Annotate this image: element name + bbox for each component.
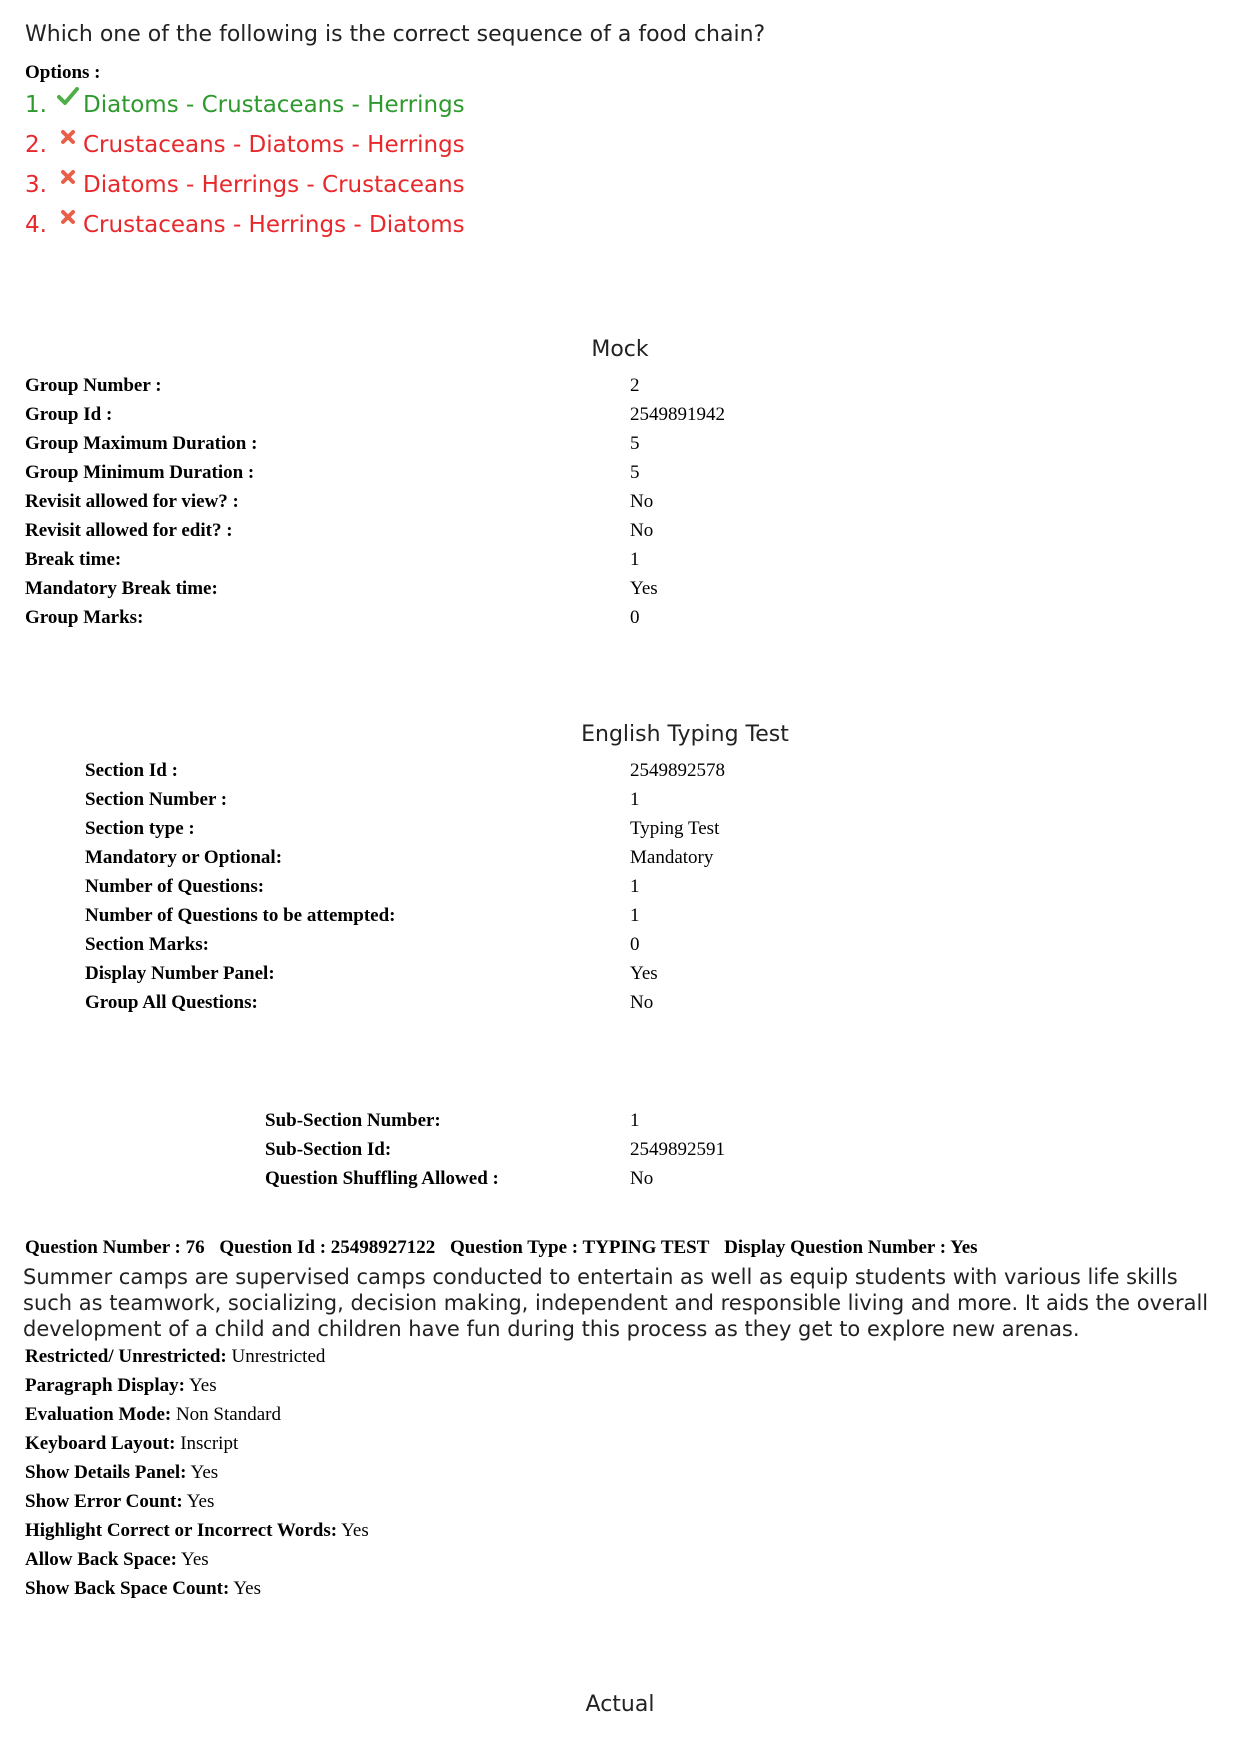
- property-row: Show Back Space Count: Yes: [25, 1578, 261, 1599]
- section-row-label: Section type :: [85, 818, 195, 839]
- group-row-value: 0: [630, 607, 640, 628]
- subsection-row-label: Sub-Section Number:: [265, 1110, 441, 1131]
- section-row-value: 0: [630, 934, 640, 955]
- option-number: 4.: [25, 212, 47, 238]
- group-row-value: 2549891942: [630, 404, 725, 425]
- group-row-label: Group Number :: [25, 375, 162, 396]
- section-row-value: Typing Test: [630, 818, 720, 839]
- option-number: 3.: [25, 172, 47, 198]
- group-row-label: Group Minimum Duration :: [25, 462, 255, 483]
- group-row-value: Yes: [630, 578, 658, 599]
- section-row-label: Mandatory or Optional:: [85, 847, 283, 868]
- group-row-label: Group Id :: [25, 404, 113, 425]
- question-number: Question Number : 76: [25, 1237, 205, 1258]
- option-2: [25, 132, 465, 158]
- group-row-value: 5: [630, 462, 640, 483]
- cross-icon: [53, 206, 83, 230]
- section-row-label: Display Number Panel:: [85, 963, 275, 984]
- section-row-label: Section Marks:: [85, 934, 210, 955]
- section-row-label: Section Number :: [85, 789, 228, 810]
- question-type: Question Type : TYPING TEST: [450, 1237, 710, 1258]
- option-number: 1.: [25, 92, 47, 118]
- option-text: Diatoms - Herrings - Crustaceans: [83, 172, 465, 198]
- property-row: Highlight Correct or Incorrect Words: Yes: [25, 1520, 369, 1541]
- group-row-value: No: [630, 520, 654, 541]
- group-heading: Mock: [591, 337, 649, 362]
- group-row-label: Mandatory Break time:: [25, 578, 218, 599]
- cross-icon: [53, 126, 83, 150]
- section-row-value: No: [630, 992, 654, 1013]
- actual-heading: Actual: [585, 1692, 655, 1717]
- property-row: Show Details Panel: Yes: [25, 1462, 219, 1483]
- subsection-row-value: No: [630, 1168, 654, 1189]
- options-label: Options :: [25, 62, 101, 83]
- section-row-value: 1: [630, 789, 640, 810]
- option-text: Crustaceans - Diatoms - Herrings: [83, 132, 465, 158]
- group-row-value: 1: [630, 549, 640, 570]
- group-row-label: Revisit allowed for edit? :: [25, 520, 233, 541]
- section-row-value: 2549892578: [630, 760, 725, 781]
- check-icon: [53, 86, 83, 110]
- typing-passage: Summer camps are supervised camps conducted to entertain as well as equip students with various life skills such as teamwork, socializing, decision making, independent and responsible living and more. It aids the overall development of a child and children have fun during this process as they get to explore new arenas.: [23, 1265, 1209, 1341]
- group-row-label: Break time:: [25, 549, 122, 570]
- section-row-value: 1: [630, 905, 640, 926]
- subsection-row-value: 1: [630, 1110, 640, 1131]
- display-question-number: Display Question Number : Yes: [724, 1237, 978, 1258]
- group-row-label: Revisit allowed for view? :: [25, 491, 239, 512]
- property-row: Paragraph Display: Yes: [25, 1375, 217, 1396]
- group-row-value: 2: [630, 375, 640, 396]
- question-text: Which one of the following is the correct sequence of a food chain?: [25, 22, 766, 47]
- section-row-value: Mandatory: [630, 847, 714, 868]
- group-row-label: Group Maximum Duration :: [25, 433, 258, 454]
- property-row: Show Error Count: Yes: [25, 1491, 215, 1512]
- property-row: Evaluation Mode: Non Standard: [25, 1404, 281, 1425]
- option-1: [25, 92, 465, 118]
- option-4: [25, 212, 465, 238]
- section-row-label: Number of Questions to be attempted:: [85, 905, 396, 926]
- question-meta-line: [25, 1237, 988, 1259]
- section-heading: English Typing Test: [581, 722, 789, 747]
- subsection-row-label: Question Shuffling Allowed :: [265, 1168, 499, 1189]
- section-row-label: Number of Questions:: [85, 876, 265, 897]
- section-row-label: Group All Questions:: [85, 992, 258, 1013]
- option-3: [25, 172, 465, 198]
- group-row-label: Group Marks:: [25, 607, 144, 628]
- question-id: Question Id : 25498927122: [219, 1237, 436, 1258]
- subsection-row-value: 2549892591: [630, 1139, 725, 1160]
- cross-icon: [53, 166, 83, 190]
- property-row: Restricted/ Unrestricted: Unrestricted: [25, 1346, 326, 1367]
- group-row-value: 5: [630, 433, 640, 454]
- property-row: Keyboard Layout: Inscript: [25, 1433, 239, 1454]
- section-row-value: 1: [630, 876, 640, 897]
- option-number: 2.: [25, 132, 47, 158]
- property-row: Allow Back Space: Yes: [25, 1549, 209, 1570]
- section-row-value: Yes: [630, 963, 658, 984]
- option-text: Crustaceans - Herrings - Diatoms: [83, 212, 465, 238]
- subsection-row-label: Sub-Section Id:: [265, 1139, 392, 1160]
- section-row-label: Section Id :: [85, 760, 178, 781]
- group-row-value: No: [630, 491, 654, 512]
- option-text: Diatoms - Crustaceans - Herrings: [83, 92, 465, 118]
